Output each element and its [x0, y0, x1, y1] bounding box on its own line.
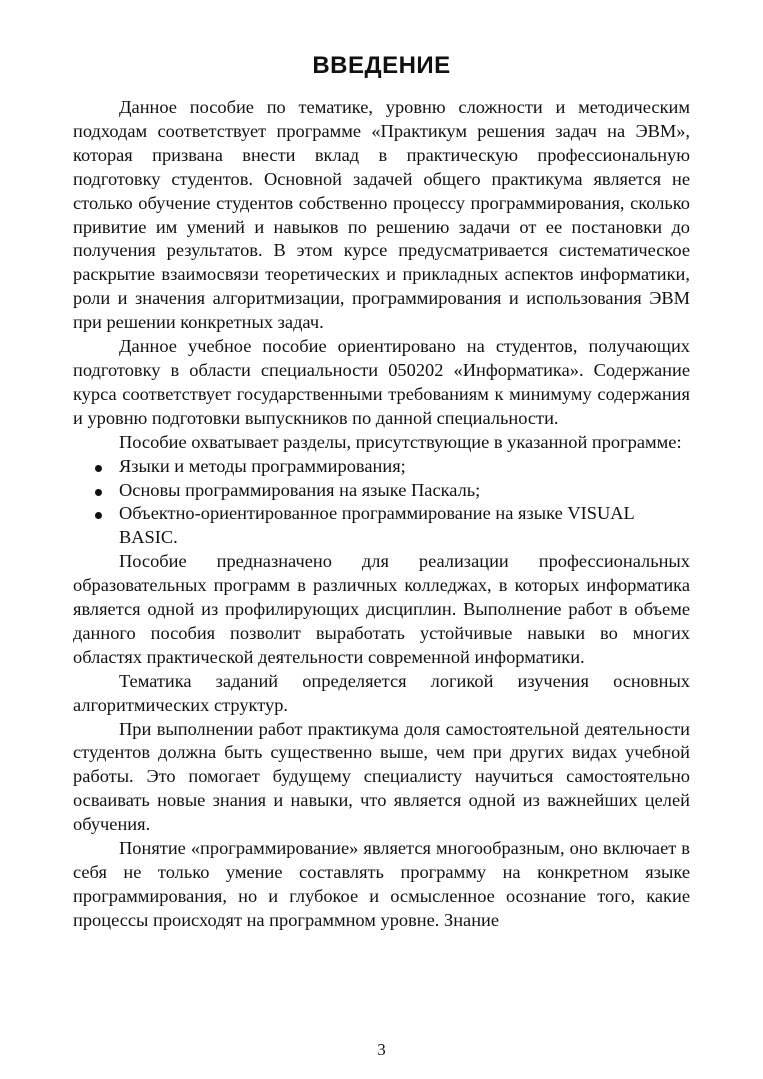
bullet-item — [73, 479, 690, 503]
bullet-text: Объектно-ориентированное программирование на языке VISUAL BASIC. — [119, 503, 635, 548]
bullet-item — [73, 455, 690, 479]
page-title: ВВЕДЕНИЕ — [312, 52, 451, 79]
paragraph: Понятие «программирование» является многообразным, оно включает в себя не только умение составлять программу на конкретном языке программирования, но и глубокое и осмысленное осознание того, какие процессы происходят на программном уровне. Знание — [73, 838, 690, 930]
bullet-icon — [95, 489, 102, 496]
bullet-icon — [95, 512, 102, 519]
bullet-item — [73, 502, 690, 550]
paragraph: Данное учебное пособие ориентировано на студентов, получающих подготовку в области специальности 050202 «Информатика». Содержание курса соответствует государственными требованиям к минимуму содержания и уровню подготовки выпускников по данной специальности. — [73, 336, 690, 428]
paragraph: При выполнении работ практикума доля самостоятельной деятельности студентов должна быть существенно выше, чем при других видах учебной работы. Это помогает будущему специалисту научиться самостоятельно осваивать новые знания и навыки, что является одной из важнейших целей обучения. — [73, 718, 690, 835]
bullet-text: Языки и методы программирования; — [119, 455, 406, 476]
bullet-text: Основы программирования на языке Паскаль; — [119, 479, 481, 500]
body-text — [73, 96, 690, 933]
paragraph: Данное пособие по тематике, уровню сложности и методическим подходам соответствует программе «Практикум решения задач на ЭВМ», которая призвана внести вклад в практическую профессиональную подготовку студентов. Основной задачей общего практикума является не столько обучение студентов собственно процессу программирования, сколько привитие им умений и навыков по решению задачи от ее постановки до получения результатов. В этом курсе предусматривается систематическое раскрытие взаимосвязи теоретических и прикладных аспектов информатики, роли и значения алгоритмизации, программирования и использования ЭВМ при решении конкретных задач. — [73, 97, 690, 333]
paragraph: Пособие охватывает разделы, присутствующие в указанной программе: — [119, 431, 682, 452]
paragraph: Тематика заданий определяется логикой изучения основных алгоритмических структур. — [73, 670, 690, 715]
page-number: 3 — [377, 1040, 386, 1059]
bullet-icon — [95, 465, 102, 472]
paragraph: Пособие предназначено для реализации профессиональных образовательных программ в различных колледжах, в которых информатика является одной из профилирующих дисциплин. Выполнение работ в объеме данного пособия позволит выработать устойчивые навыки во многих областях практической деятельности современной информатики. — [73, 551, 690, 667]
bullet-list — [73, 455, 690, 551]
